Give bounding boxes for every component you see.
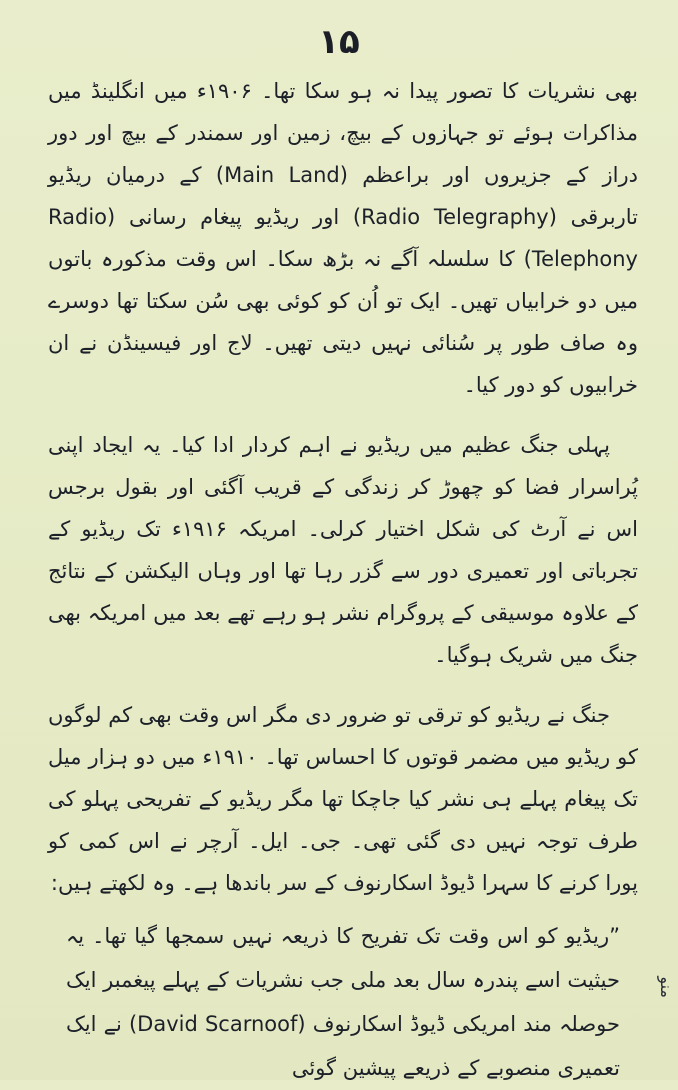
block-quote: ”ریڈیو کو اس وقت تک تفریح کا ذریعہ نہیں سمجھا گیا تھا۔ یہ حیثیت اسے پندرہ سال بعد ملی جب نشریات کے پہلے پیغمبر ایک حوصلہ مند امریکی ڈیوڈ اسکارنوف (David Scarnoof) نے ایک تعمیری منصوبے کے ذریعے پیشین گوئی (66, 924, 621, 1080)
paragraph-2: پہلی جنگ عظیم میں ریڈیو نے اہم کردار ادا کیا۔ یہ ایجاد اپنی پُراسرار فضا کو چھوڑ کر زندگی کے قریب آگئی اور بقول برجس اس نے آرٹ کی شکل اختیار کرلی۔ امریکہ ۱۹۱۶ء تک ریڈیو کے تجرباتی اور تعمیری دور سے گزر رہا تھا اور وہاں الیکشن کے نتائج کے علاوہ موسیقی کے پروگرام نشر ہو رہے تھے بعد میں امریکہ بھی جنگ میں شریک ہوگیا۔ (48, 433, 639, 667)
body-text (48, 70, 638, 1090)
page-number: ۱۵ (318, 22, 360, 62)
paragraph-3: جنگ نے ریڈیو کو ترقی تو ضرور دی مگر اس وقت بھی کم لوگوں کو ریڈیو میں مضمر قوتوں کا احساس تھا۔ ۱۹۱۰ء میں دو ہزار میل تک پیغام پہلے ہی نشر کیا جاچکا تھا مگر ریڈیو کے تفریحی پہلو کی طرف توجہ نہیں دی گئی تھی۔ جی۔ ایل۔ آرچر نے اس کمی کو پورا کرنے کا سہرا ڈیوڈ اسکارنوف کے سر باندھا ہے۔ وہ لکھتے ہیں: (48, 703, 639, 895)
margin-handwritten-note: منو (657, 976, 676, 998)
paragraph-1: بھی نشریات کا تصور پیدا نہ ہو سکا تھا۔ ۱۹۰۶ء میں انگلینڈ میں مذاکرات ہوئے تو جہازوں کے بیچ، زمین اور سمندر کے بیچ اور دور دراز کے جزیروں اور براعظم (Main Land) کے درمیان ریڈیو تاربرقی (Radio Telegraphy) اور ریڈیو پیغام رسانی (Radio Telephony) کا سلسلہ آگے نہ بڑھ سکا۔ اس وقت مذکورہ باتوں میں دو خرابیاں تھیں۔ ایک تو اُن کو کوئی بھی سُن سکتا تھا دوسرے وہ صاف طور پر سُنائی نہیں دیتی تھیں۔ لاج اور فیسینڈن نے ان خرابیوں کو دور کیا۔ (48, 79, 639, 397)
